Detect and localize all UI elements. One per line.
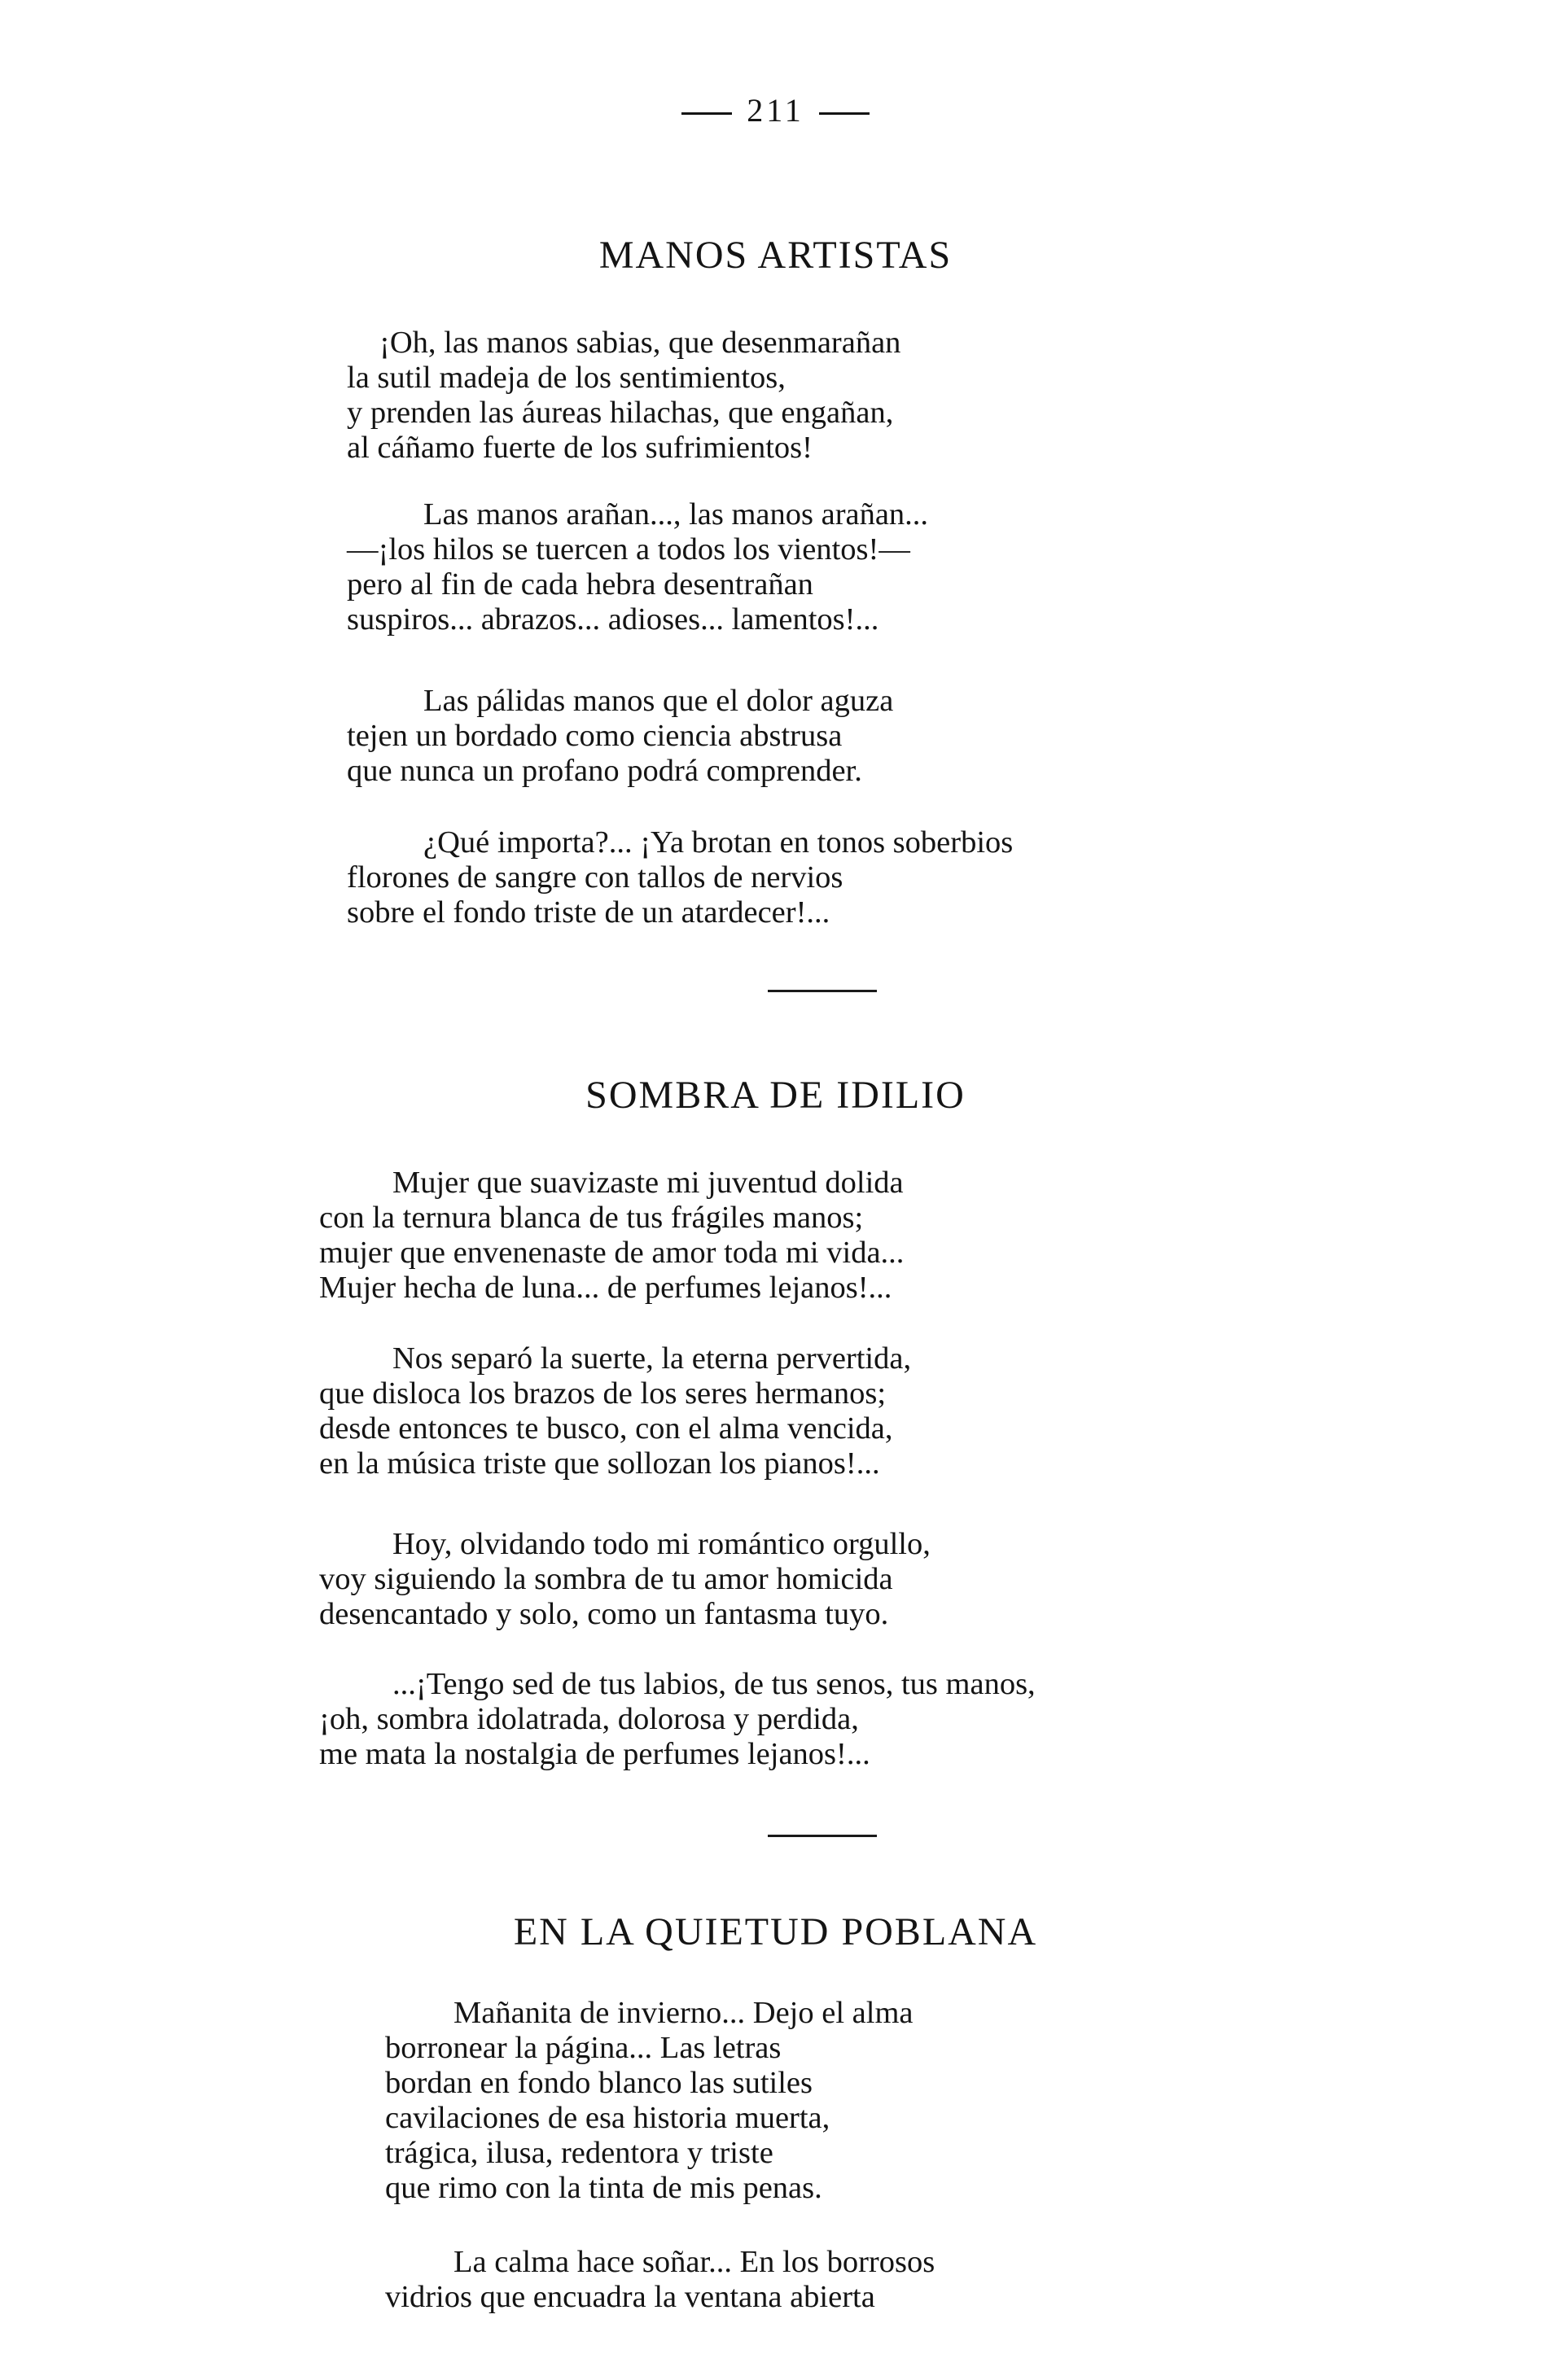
stanza	[347, 497, 928, 637]
poem-title: MANOS ARTISTAS	[598, 234, 953, 277]
verse-line: y prenden las áureas hilachas, que engañan,	[347, 396, 894, 430]
verse-line: bordan en fondo blanco las sutiles	[385, 2066, 813, 2100]
verse-line: tejen un bordado como ciencia abstrusa	[347, 719, 843, 753]
verse-line: —¡los hilos se tuercen a todos los vientos!—	[347, 532, 910, 567]
verse-line: desencantado y solo, como un fantasma tuyo.	[319, 1597, 889, 1631]
verse-line: Hoy, olvidando todo mi romántico orgullo,	[392, 1527, 931, 1561]
verse-line: que rimo con la tinta de mis penas.	[385, 2171, 822, 2205]
verse-line: Mujer que suavizaste mi juventud dolida	[392, 1166, 904, 1200]
verse-line: cavilaciones de esa historia muerta,	[385, 2101, 830, 2135]
verse-line: Mañanita de invierno... Dejo el alma	[453, 1996, 914, 2030]
verse-line: suspiros... abrazos... adioses... lamentos!...	[347, 602, 879, 637]
verse-line: pero al fin de cada hebra desentrañan	[347, 567, 813, 602]
poem-title: EN LA QUIETUD POBLANA	[513, 1910, 1038, 1953]
section-divider	[768, 990, 877, 992]
dash-left	[681, 112, 732, 115]
verse-line: trágica, ilusa, redentora y triste	[385, 2136, 773, 2170]
verse-line: en la música triste que sollozan los pianos!...	[319, 1446, 880, 1481]
stanza	[385, 2245, 935, 2315]
verse-line: que disloca los brazos de los seres hermanos;	[319, 1376, 887, 1411]
verse-line: voy siguiendo la sombra de tu amor homicida	[319, 1562, 893, 1596]
verse-line: ...¡Tengo sed de tus labios, de tus senos, tus manos,	[392, 1667, 1036, 1701]
verse-line: desde entonces te busco, con el alma vencida,	[319, 1411, 893, 1446]
verse-line: Las pálidas manos que el dolor aguza	[423, 684, 894, 718]
verse-line: me mata la nostalgia de perfumes lejanos!...	[319, 1737, 870, 1771]
verse-line: Nos separó la suerte, la eterna pervertida,	[392, 1341, 912, 1376]
stanza	[319, 1527, 931, 1632]
verse-line: Mujer hecha de luna... de perfumes lejanos!...	[319, 1271, 892, 1305]
section-divider	[768, 1835, 877, 1837]
verse-line: ¡Oh, las manos sabias, que desenmarañan	[379, 326, 901, 360]
verse-line: ¡oh, sombra idolatrada, dolorosa y perdida,	[319, 1702, 859, 1736]
stanza	[319, 1341, 911, 1481]
stanza	[347, 825, 1013, 930]
verse-line: La calma hace soñar... En los borrosos	[453, 2245, 935, 2279]
verse-line: al cáñamo fuerte de los sufrimientos!	[347, 431, 813, 465]
stanza	[347, 684, 893, 789]
page-number-text: 211	[747, 92, 804, 129]
verse-line: ¿Qué importa?... ¡Ya brotan en tonos soberbios	[423, 825, 1014, 860]
verse-line: Las manos arañan..., las manos arañan...	[423, 497, 929, 532]
stanza	[319, 1667, 1036, 1772]
dash-right	[819, 112, 870, 115]
stanza	[319, 1166, 904, 1306]
page-number	[0, 91, 1551, 129]
poem-title: SOMBRA DE IDILIO	[585, 1074, 966, 1117]
verse-line: florones de sangre con tallos de nervios	[347, 860, 843, 895]
verse-line: con la ternura blanca de tus frágiles manos;	[319, 1201, 864, 1235]
verse-line: la sutil madeja de los sentimientos,	[347, 361, 786, 395]
stanza	[385, 1996, 913, 2206]
verse-line: mujer que envenenaste de amor toda mi vida...	[319, 1236, 905, 1270]
stanza	[347, 326, 900, 466]
verse-line: sobre el fondo triste de un atardecer!...	[347, 895, 830, 930]
verse-line: borronear la página... Las letras	[385, 2031, 782, 2065]
verse-line: vidrios que encuadra la ventana abierta	[385, 2280, 875, 2314]
verse-line: que nunca un profano podrá comprender.	[347, 754, 862, 788]
